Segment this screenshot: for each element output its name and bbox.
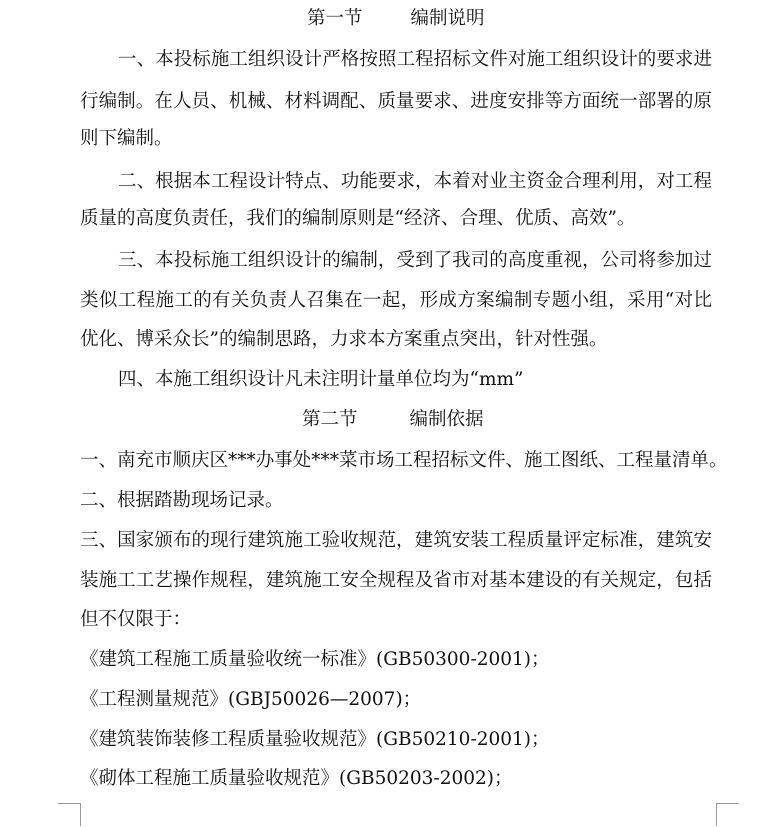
basis-item2: 二、根据踏勘现场记录。	[80, 490, 284, 511]
section1-title: 编制说明	[410, 8, 485, 29]
page-corner-mark-right	[716, 803, 739, 826]
basis-item1: 一、南充市顺庆区***办事处***菜市场工程招标文件、施工图纸、工程量清单。	[80, 450, 728, 471]
page-corner-mark-left	[58, 803, 81, 826]
para2-line1: 二、根据本工程设计特点、功能要求，本着对业主资金合理利用，对工程	[118, 171, 712, 192]
section2-number: 第二节	[302, 409, 358, 430]
basis-item3-line1: 三、国家颁布的现行建筑施工验收规范，建筑安装工程质量评定标准，建筑安	[80, 530, 712, 551]
section2-title: 编制依据	[409, 409, 484, 430]
standard-item: 《砌体工程施工质量验收规范》(GB50203-2002)；	[80, 768, 513, 789]
basis-item3-line2: 装施工工艺操作规程，建筑施工安全规程及省市对基本建设的有关规定，包括	[80, 570, 712, 591]
para2-line2: 质量的高度负责任，我们的编制原则是“经济、合理、优质、高效”。	[80, 208, 636, 229]
para1-line3: 则下编制。	[80, 128, 173, 149]
para4: 四、本施工组织设计凡未注明计量单位均为“mm”	[118, 369, 524, 390]
basis-item3-line3: 但不仅限于：	[80, 609, 192, 630]
para3-line3: 优化、博采众长”的编制思路，力求本方案重点突出，针对性强。	[80, 329, 608, 350]
para1-line1: 一、本投标施工组织设计严格按照工程招标文件对施工组织设计的要求进	[118, 49, 712, 70]
section2-heading	[302, 409, 484, 431]
para1-line2: 行编制。在人员、机械、材料调配、质量要求、进度安排等方面统一部署的原	[80, 91, 712, 112]
para3-line1: 三、本投标施工组织设计的编制，受到了我司的高度重视，公司将参加过	[118, 250, 712, 271]
section1-number: 第一节	[307, 8, 363, 29]
standard-item: 《建筑工程施工质量验收统一标准》(GB50300-2001)；	[80, 649, 550, 670]
section1-heading	[307, 8, 485, 30]
standard-item: 《建筑装饰装修工程质量验收规范》(GB50210-2001)；	[80, 729, 550, 750]
para3-line2: 类似工程施工的有关负责人召集在一起，形成方案编制专题小组，采用“对比	[80, 290, 712, 311]
standard-item: 《工程测量规范》(GBJ50026—2007)；	[80, 689, 422, 710]
